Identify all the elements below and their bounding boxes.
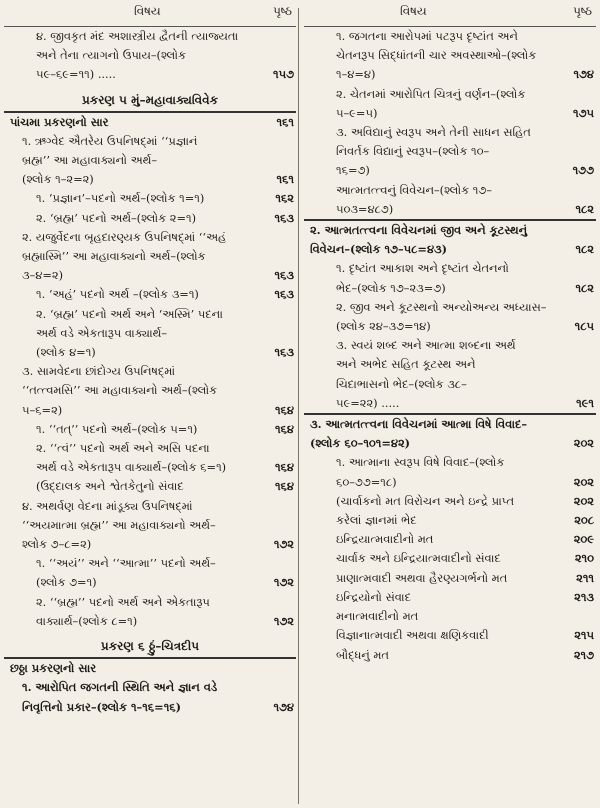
page-number: ૧૫૭ bbox=[273, 67, 294, 82]
page-number: ૧૮૫ bbox=[574, 319, 594, 334]
entry-line: ૪. જીવકૃત મંદ અશાસ્ત્રીય દ્વૈતની ત્યાજ્યતા bbox=[36, 29, 239, 43]
toc-entry bbox=[4, 477, 296, 496]
toc-entry bbox=[304, 298, 596, 336]
entry-line: ‘‘અયમાત્મા બ્રહ્મ’’ આ મહાવાક્યનો અર્થ– bbox=[22, 517, 216, 532]
entry-line: ચિદાભાસનો ભેદ–(શ્લોક ૩૮– bbox=[336, 376, 467, 391]
toc-entry bbox=[4, 657, 296, 678]
toc-entry bbox=[4, 111, 296, 132]
page-number: ૨૦૯ bbox=[573, 532, 594, 547]
entry-line: ૫–૯=૫) bbox=[336, 105, 378, 120]
entry-line: ચાર્વાક અને ઇન્દ્રિયાત્મવાદીનો સંવાદ bbox=[336, 551, 501, 566]
entry-line: પ્રકરણ ૫ મું–મહાવાક્યવિવેક bbox=[81, 92, 219, 107]
entry-line: ૨. યજુર્વેદના બૃહદારણ્યક ઉપનિષદ્‌માં ‘‘અહં bbox=[22, 229, 227, 244]
entry-line: ૨. ‘‘ત્વં’’ પદનો અર્થ અને અસિ પદના bbox=[36, 441, 210, 456]
entry-line: ૧. ‘પ્રજ્ઞાન’–પદનો અર્થ–(શ્લોક ૧=૧) bbox=[36, 191, 205, 206]
entry-line: ૫૯–૬૯=૧૧) ..... bbox=[36, 67, 116, 82]
entry-line: બ્રહ્મ’’ આ મહાવાક્યનો અર્થ– bbox=[22, 153, 158, 168]
entry-line: (શ્લોક ૨૪–૩૭=૧૪) bbox=[336, 319, 431, 334]
entry-line: ઇન્દ્રિયાત્મવાદીનો મત bbox=[336, 532, 434, 547]
toc-entry bbox=[4, 497, 296, 555]
toc-entry bbox=[304, 453, 596, 491]
entry-line: ૨. ‘બ્રહ્મ’ પદનો અર્થ અને ‘અસ્મિ’ પદના bbox=[36, 306, 223, 321]
subject-heading: વિષય bbox=[134, 4, 161, 18]
entry-line: અર્થ વડે એકતારૂપ વાક્યાર્થ– bbox=[36, 325, 168, 340]
entry-line: ૩. સ્વયં શબ્દ અને આત્મા શબ્દના અર્થ bbox=[336, 338, 516, 353]
entry-line: પ્રકરણ ૬ ઠ્ઠું–ચિત્રદીપ bbox=[100, 639, 200, 654]
toc-entry bbox=[4, 678, 296, 716]
entry-line: ૧. ઋગ્વેદ ઐતરેય ઉપનિષદ્‌માં ‘‘પ્રજ્ઞાનં bbox=[22, 133, 198, 148]
entry-line: ૧–૪=૪) bbox=[336, 67, 376, 82]
entry-line: પ્રાણાત્મવાદી અથવા હૈરણ્યગર્ભનો મત bbox=[336, 570, 508, 585]
toc-entry bbox=[4, 189, 296, 208]
toc-entry bbox=[4, 362, 296, 420]
entry-line: વિવેચન–(શ્લોક ૧૭–૫૮=૪૩) bbox=[310, 242, 447, 257]
entry-line: ૨. ચેતનમાં આરોપિત ચિત્રનું વર્ણન–(શ્લોક bbox=[336, 86, 526, 101]
page-number: ૧૭૨ bbox=[273, 575, 294, 590]
page-number: ૧૬૪ bbox=[274, 479, 294, 494]
left-entries bbox=[4, 27, 296, 717]
page-number: ૧૯૧ bbox=[576, 395, 594, 410]
right-column bbox=[304, 0, 596, 665]
entry-line: છઠ્ઠા પ્રકરણનો સાર bbox=[10, 661, 97, 676]
page-number: ૨૦૨ bbox=[573, 493, 594, 508]
toc-entry bbox=[304, 336, 596, 413]
entry-line: આત્મતત્ત્વનું વિવેચન–(શ્લોક ૧૭– bbox=[336, 182, 492, 197]
toc-entry bbox=[4, 439, 296, 477]
page-number: ૨૦૨ bbox=[573, 474, 594, 489]
entry-line: ૩. આત્મતત્ત્વના વિવેચનમાં આત્મા વિષે વિવાદ– bbox=[310, 417, 528, 432]
entry-line: શ્લોક ૭–૮=૨) bbox=[22, 537, 92, 552]
page-heading: પૃષ્ઠ bbox=[273, 4, 292, 18]
page-number: ૧૭૭ bbox=[572, 163, 594, 178]
toc-entry bbox=[304, 607, 596, 626]
entry-line: ૧. ‘‘તત્’’ પદનો અર્થ–(શ્લોક ૫=૧) bbox=[36, 421, 198, 436]
right-column-header bbox=[304, 0, 596, 27]
subject-heading: વિષય bbox=[400, 4, 427, 18]
entry-line: અને અભેદ સહિત કૂટસ્થ અને bbox=[336, 357, 476, 372]
page-number: ૧૬૪ bbox=[274, 421, 294, 436]
entry-line: બૌદ્ધનું મત bbox=[336, 647, 389, 662]
entry-line: ૫૦૩=૪૮૭) bbox=[336, 201, 394, 216]
left-column-header bbox=[4, 0, 296, 27]
entry-line: ૧. ‘અહં’ પદનો અર્થ –(શ્લોક ૩=૧) bbox=[36, 287, 199, 302]
toc-entry bbox=[304, 646, 596, 665]
page-number: ૧૭૪ bbox=[573, 67, 594, 82]
entry-line: (શ્લોક ૭=૧) bbox=[36, 575, 97, 590]
entry-line: ૧. જગતના આરોપમાં પટરૂપ દૃષ્ટાંત અને bbox=[336, 29, 518, 43]
entry-line: બ્રહ્માસ્મિ’’ આ મહાવાક્યનો અર્થ–(શ્લોક bbox=[22, 249, 206, 264]
toc-entry bbox=[304, 259, 596, 297]
right-entries bbox=[304, 27, 596, 665]
page-number: ૧૮૨ bbox=[575, 201, 594, 216]
section-heading bbox=[4, 635, 296, 657]
entry-line: ૫–૬=૨) bbox=[22, 402, 63, 417]
entry-line: (શ્લોક ૧–૨=૨) bbox=[22, 172, 94, 187]
entry-line: ભેદ–(શ્લોક ૧૭–૨૩=૭) bbox=[336, 280, 446, 295]
toc-entry bbox=[4, 228, 296, 286]
entry-line: મનાત્મવાદીનો મત bbox=[336, 609, 419, 624]
entry-line: ૧૬=૭) bbox=[336, 163, 370, 178]
page-number: ૧૭૨ bbox=[273, 613, 294, 628]
toc-entry bbox=[4, 27, 296, 85]
entry-line: અર્થ વડે એકતારૂપ વાક્યાર્થ–(શ્લોક ૬=૧) bbox=[36, 460, 227, 475]
page-number: ૧૬૩ bbox=[274, 210, 294, 225]
toc-entry bbox=[4, 554, 296, 592]
page-number: ૨૧૭ bbox=[573, 647, 594, 662]
entry-line: ૧. આત્માના સ્વરૂપ વિષે વિવાદ–(શ્લોક bbox=[336, 455, 505, 470]
entry-line: નિવૃત્તિનો પ્રકાર–(શ્લોક ૧–૧૬=૧૬) bbox=[22, 699, 182, 714]
toc-entry bbox=[304, 219, 596, 259]
page-number: ૧૭૪ bbox=[273, 699, 294, 714]
page-number: ૧૬૩ bbox=[274, 345, 294, 360]
entry-line: અને તેના ત્યાગનો ઉપાય–(શ્લોક bbox=[36, 48, 187, 63]
page-number: ૧૬૨ bbox=[275, 191, 294, 206]
entry-line: ૩. સામવેદના છાંદોગ્ય ઉપનિષદ્‌માં bbox=[22, 364, 176, 379]
entry-line: ૧. દૃષ્ટાંત આકાશ અને દૃષ્ટાંત ચેતનનો bbox=[336, 261, 509, 276]
toc-entry bbox=[304, 123, 596, 181]
toc-entry bbox=[4, 132, 296, 190]
toc-entry bbox=[304, 492, 596, 511]
entry-line: ૨. ‘‘બ્રહ્મ’’ પદનો અર્થ અને એકતારૂપ bbox=[36, 594, 210, 609]
entry-line: ૫૯=૨૨) ..... bbox=[336, 395, 400, 410]
entry-line: કરેલાં જ્ઞાનમાં ભેદ bbox=[336, 513, 417, 528]
page-number: ૧૬૩ bbox=[274, 287, 294, 302]
toc-entry bbox=[304, 626, 596, 645]
entry-line: (ઉદ્દાલક અને શ્વેતકેતુનો સંવાદ bbox=[36, 479, 184, 494]
entry-line: ચેતનરૂપ સિદ્ધાંતની ચાર અવસ્થાઓ–(શ્લોક bbox=[336, 48, 537, 63]
page-number: ૨૧૧ bbox=[576, 570, 594, 585]
toc-entry bbox=[304, 569, 596, 588]
page-number: ૧૬૧ bbox=[276, 114, 294, 129]
toc-entry bbox=[304, 511, 596, 530]
toc-entry bbox=[4, 305, 296, 363]
entry-line: ૬૦–૭૭=૧૮) bbox=[336, 474, 397, 489]
page-number: ૨૧૦ bbox=[574, 551, 594, 566]
left-column bbox=[4, 0, 296, 717]
entry-line: (શ્લોક ૬૦–૧૦૧=૪૨) bbox=[310, 436, 411, 451]
entry-line: (શ્લોક ૪=૧) bbox=[36, 345, 96, 360]
entry-line: (ચાર્વાકનો મત વિરોચન અને ઇન્દ્રે પ્રાપ્ત bbox=[336, 493, 515, 508]
entry-line: ૨. ‘બ્રહ્મ’ પદનો અર્થ–(શ્લોક ૨=૧) bbox=[36, 210, 197, 225]
page-number: ૨૦૨ bbox=[573, 436, 594, 451]
toc-entry bbox=[304, 588, 596, 607]
page-number: ૧૭૫ bbox=[573, 105, 594, 120]
column-divider bbox=[298, 8, 299, 804]
toc-entry bbox=[304, 181, 596, 219]
section-heading bbox=[4, 89, 296, 111]
entry-line: ‘‘તત્ત્વમસિ’’ આ મહાવાક્યનો અર્થ–(શ્લોક bbox=[22, 383, 218, 398]
page-number: ૨૧૫ bbox=[574, 628, 594, 643]
entry-line: વિજ્ઞાનાત્મવાદી અથવા ક્ષણિકવાદી bbox=[336, 628, 489, 643]
entry-line: ૧. આરોપિત જગતની સ્થિતિ અને જ્ઞાન વડે bbox=[22, 680, 218, 695]
toc-entry bbox=[304, 27, 596, 85]
page-number: ૧૭૨ bbox=[273, 537, 294, 552]
toc-entry bbox=[4, 420, 296, 439]
entry-line: નિવર્તક વિદ્યાનું સ્વરૂપ–(શ્લોક ૧૦– bbox=[336, 144, 490, 159]
toc-entry bbox=[304, 530, 596, 549]
entry-line: ૨. જીવ અને કૂટસ્થનો અન્યોઅન્ય અધ્યાસ– bbox=[336, 299, 547, 314]
page-number: ૧૮૨ bbox=[575, 280, 594, 295]
page-number: ૧૬૪ bbox=[274, 402, 294, 417]
entry-line: ઇન્દ્રિયોનો સંવાદ bbox=[336, 589, 411, 604]
entry-line: પાંચમા પ્રકરણનો સાર bbox=[10, 114, 109, 129]
page-heading: પૃષ્ઠ bbox=[573, 4, 592, 18]
toc-entry bbox=[4, 593, 296, 631]
entry-line: ૪. અથર્વણ વેદના માંડૂક્ય ઉપનિષદ્‌માં bbox=[22, 498, 193, 513]
page-number: ૧૮૨ bbox=[575, 242, 594, 257]
toc-entry bbox=[4, 285, 296, 304]
page-number: ૨૧૩ bbox=[574, 589, 594, 604]
entry-line: ૩–૪=૨) bbox=[22, 268, 64, 283]
toc-entry bbox=[304, 413, 596, 453]
page-number: ૧૬૪ bbox=[274, 460, 294, 475]
page-number: ૧૬૧ bbox=[276, 172, 294, 187]
entry-line: ૩. અવિદ્યાનું સ્વરૂપ અને તેની સાધન સહિત bbox=[336, 125, 531, 140]
toc-entry bbox=[4, 209, 296, 228]
entry-line: ૧. ‘‘અયં’’ અને ‘‘આત્મા’’ પદનો અર્થ– bbox=[36, 556, 216, 571]
entry-line: વાક્યાર્થ–(શ્લોક ૮=૧) bbox=[36, 613, 138, 628]
toc-entry bbox=[304, 85, 596, 123]
page-number: ૨૦૮ bbox=[574, 513, 594, 528]
page-number: ૧૬૩ bbox=[274, 268, 294, 283]
entry-line: ૨. આત્મતત્ત્વના વિવેચનમાં જીવ અને કૂટસ્થનું bbox=[310, 223, 528, 238]
toc-entry bbox=[304, 549, 596, 568]
